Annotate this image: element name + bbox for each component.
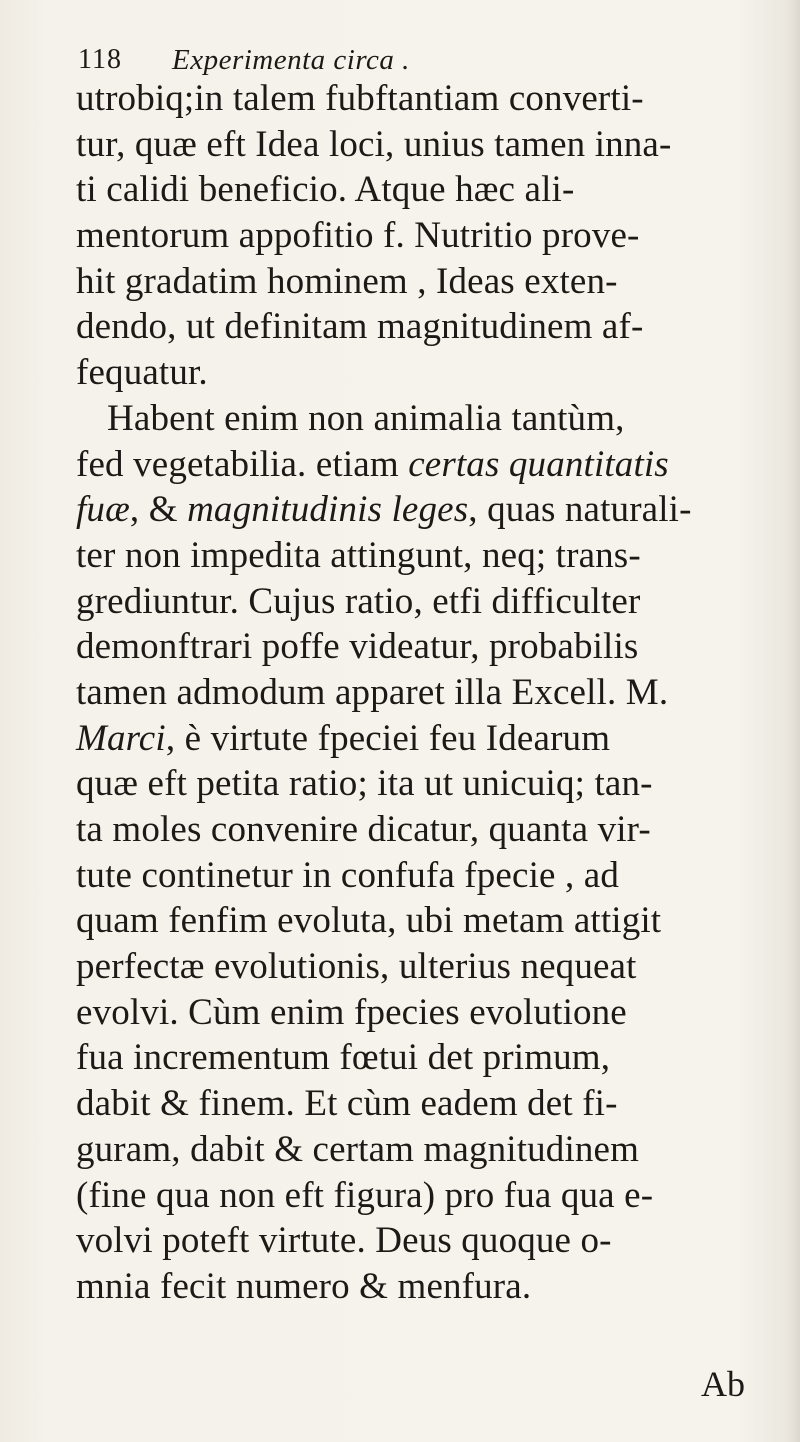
text-line: (fine qua non eft figura) pro fua qua e-: [76, 1174, 654, 1216]
text-span: , &: [129, 489, 188, 531]
body-text: [76, 76, 800, 1310]
text-line: quam fenfim evoluta, ubi metam attigit: [76, 900, 662, 942]
text-line: ter non impedita attingunt, neq; trans-: [76, 534, 641, 576]
text-span: , quas naturali-: [468, 489, 692, 531]
catchword: Ab: [701, 1364, 745, 1404]
text-line: dendo, ut definitam magnitudinem af-: [76, 306, 644, 348]
text-line: perfectæ evolutionis, ulterius nequeat: [76, 946, 637, 988]
text-line: ta moles convenire dicatur, quanta vir-: [76, 809, 651, 850]
italic-phrase: magnitudinis leges: [187, 489, 469, 531]
text-line: [76, 442, 800, 488]
paragraph-start-line: Habent enim non animalia tantùm,: [107, 397, 625, 439]
text-line: evolvi. Cùm enim fpecies evolutione: [76, 991, 627, 1033]
italic-phrase: fuæ: [76, 489, 130, 531]
text-line: fequatur.: [76, 352, 208, 394]
page-number: 118: [78, 44, 122, 75]
text-line: dabit & finem. Et cùm eadem det fi-: [76, 1083, 618, 1125]
text-line: [76, 716, 800, 762]
text-span: , è virtute fpeciei feu Idearum: [165, 717, 611, 759]
text-line: grediuntur. Cujus ratio, etfi difficulter: [76, 580, 641, 622]
text-line: demonftrari poffe videatur, probabilis: [76, 626, 639, 668]
text-line: utrobiq;in talem fubftantiam converti-: [76, 78, 644, 119]
italic-phrase: certas quantitatis: [408, 443, 669, 485]
text-line: quæ eft petita ratio; ita ut unicuiq; tan-: [76, 763, 653, 805]
text-line: [76, 487, 800, 533]
text-line: mentorum appofitio f. Nutritio prove-: [76, 215, 640, 257]
text-line: mnia fecit numero & menfura.: [76, 1265, 532, 1307]
page-edge-shadow: [786, 0, 800, 1442]
text-line: fua incrementum fœtui det primum,: [76, 1037, 611, 1079]
text-line: tur, quæ eft Idea loci, unius tamen inna-: [76, 123, 672, 165]
running-head: Experimenta circa .: [172, 44, 410, 76]
text-line: guram, dabit & certam magnitudinem: [76, 1128, 640, 1170]
text-span: fed vegetabilia. etiam: [76, 443, 409, 485]
text-line: ti calidi beneficio. Atque hæc ali-: [76, 169, 575, 211]
text-line: hit gradatim hominem , Ideas exten-: [76, 260, 618, 302]
text-line: tute continetur in confufa fpecie , ad: [76, 854, 619, 896]
italic-phrase: Marci: [76, 717, 166, 759]
text-line: tamen admodum apparet illa Excell. M.: [76, 671, 669, 713]
text-line: volvi poteft virtute. Deus quoque o-: [76, 1220, 612, 1262]
